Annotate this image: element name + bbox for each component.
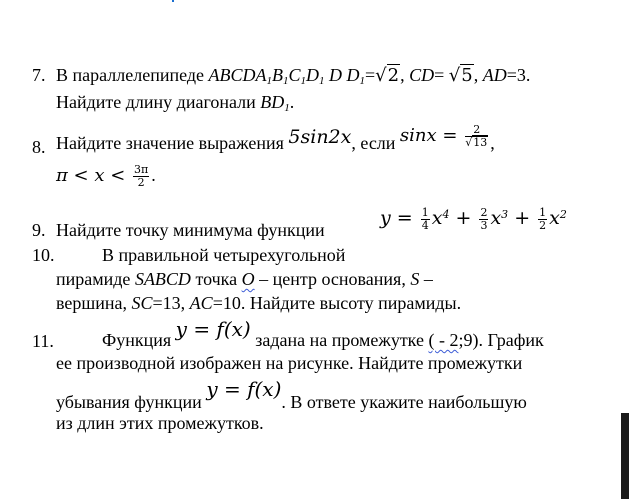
p8-condition: sinx = $\frac{2}{√13}$ — [399, 122, 488, 149]
p8-text1: Найдите значение выражения — [56, 133, 289, 153]
problem-7-line-2 — [56, 91, 294, 113]
problem-11-line-1: Функция y = f(x) задана на промежутке ( - 2;9). График — [102, 317, 544, 350]
problem-10-line-3: вершина, SC=13, AC=10. Найдите высоту пирамиды. — [56, 293, 462, 313]
sqrt-5: √5 — [448, 65, 473, 86]
p7-segment-cd: CD — [409, 65, 435, 85]
blue-dot-mark — [172, 0, 174, 2]
problem-9-text: Найдите точку минимума функции — [56, 220, 325, 240]
problem-10-number: 10. — [32, 245, 55, 265]
p7-prefix: В параллелепипеде — [56, 65, 209, 85]
p8-range: π < x < $\frac{3\pi}{2}$ — [56, 162, 149, 189]
scrollbar-edge — [621, 413, 629, 499]
p8-expression: 5sin2x — [288, 126, 352, 148]
problem-8-line-1 — [56, 122, 495, 159]
problem-11-number: 11. — [32, 331, 54, 351]
problem-8-line-2 — [56, 160, 156, 191]
p7-segment-dd1: D $D_1$ — [329, 65, 366, 87]
p7-sep2: , — [473, 65, 483, 85]
p7-end: . — [289, 92, 295, 112]
p7-segment-ad: AD — [482, 65, 507, 85]
problem-7-line-1 — [56, 64, 530, 87]
p7-figure: $ABCDA_1B_1C_1D_1$ — [208, 65, 325, 87]
p7-diagonal: $BD_1$ — [260, 92, 290, 114]
problem-11-line-4: из длин этих промежутков. — [56, 413, 264, 433]
p8-text2: , если — [351, 133, 400, 153]
problem-9-number: 9. — [32, 220, 46, 240]
problem-11-line-2: ее производной изображен на рисунке. Найдите промежутки — [56, 353, 523, 373]
problem-7-number: 7. — [32, 65, 46, 85]
problem-8-number: 8. — [32, 137, 46, 157]
p8-end2: . — [151, 165, 156, 185]
p11-function: y = f(x) — [175, 317, 251, 341]
p7-sep1: , — [400, 65, 410, 85]
problem-11-line-3: убывания функции y = f(x). В ответе укажите наибольшую — [56, 377, 527, 412]
sqrt-2: √2 — [375, 65, 400, 86]
problem-10-line-2: пирамиде SABCD точка O – центр основания, S – — [56, 269, 433, 289]
p7-eq1: = — [365, 65, 376, 85]
p7-question: Найдите длину диагонали — [56, 92, 261, 112]
p8-end1: , — [490, 133, 495, 153]
p11-function-2: y = f(x) — [206, 377, 282, 401]
p7-val3: =3. — [506, 65, 531, 85]
problem-10-line-1: В правильной четырехугольной — [102, 245, 346, 265]
p7-eq2: = — [434, 65, 449, 85]
p9-function: y = $\frac{1}{4}$ $x^4$ + $\frac{2}{3}$ $x^3$ + $\frac{1}{2}$ $x^2$ — [380, 205, 567, 232]
